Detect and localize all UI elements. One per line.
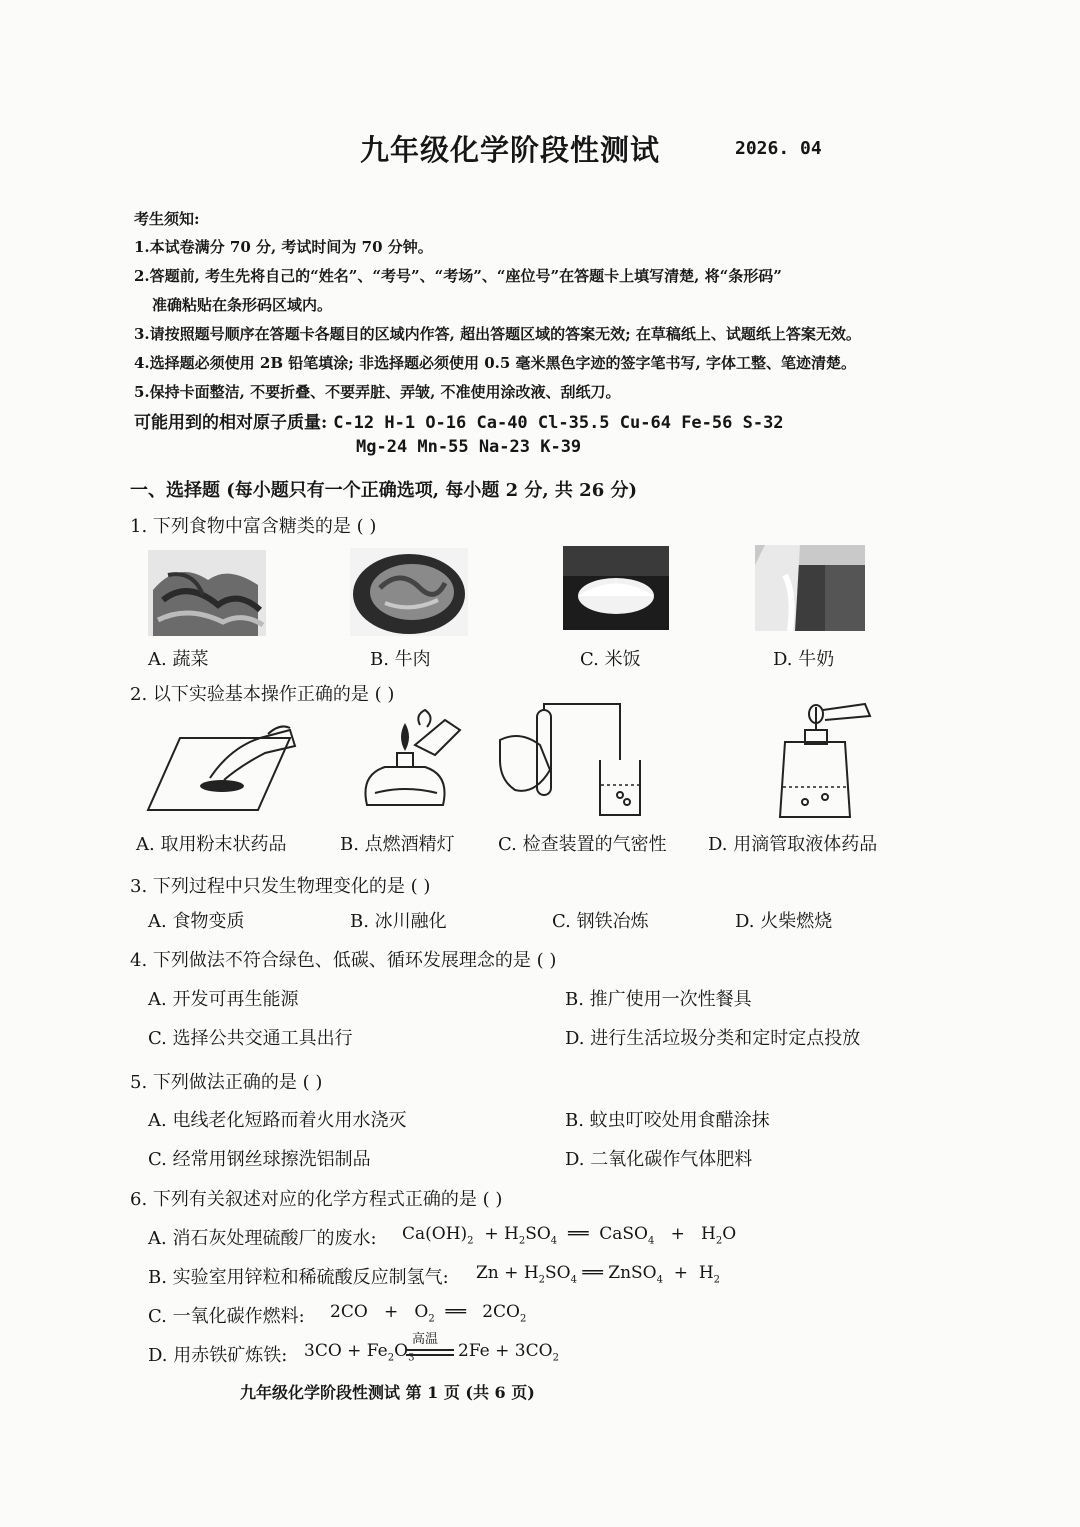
equation-b: $Zn + H_2SO_4$ ══ ZnSO$_4$ + $H_2$ (476, 1263, 721, 1286)
question-1-option-c: C. 米饭 (580, 649, 641, 670)
question-3-option-d: D. 火柴燃烧 (735, 911, 833, 932)
question-2-option-a: A. 取用粉末状药品 (136, 834, 287, 855)
question-3-option-c: C. 钢铁冶炼 (552, 911, 649, 932)
equation-a: $Ca(OH)_2 + H_2SO_4$ ══ CaSO$_4$ + $H_2O$ (402, 1224, 737, 1247)
notice-item: 准确粘贴在条形码区域内。 (152, 296, 333, 314)
notice-item: 3.请按照题号顺序在答题卡各题目的区域内作答, 超出答题区域的答案无效; 在草稿纸上、试题纸上答案无效。 (134, 325, 861, 343)
powder-reagent-illustration (140, 718, 300, 818)
section-heading: 一、选择题 (每小题只有一个正确选项, 每小题 2 分, 共 26 分) (130, 480, 638, 501)
atomic-mass-row2: Mg-24 Mn-55 Na-23 K-39 (356, 437, 582, 457)
page-footer: 九年级化学阶段性测试 第 1 页 (共 6 页) (240, 1383, 535, 1402)
equation-d-arrow (406, 1349, 454, 1356)
airtightness-check-illustration (495, 700, 645, 820)
question-6-option-d: D. 用赤铁矿炼铁: (148, 1345, 288, 1366)
vegetables-photo (148, 550, 266, 636)
question-4-option-b: B. 推广使用一次性餐具 (565, 989, 752, 1010)
rice-photo (563, 546, 669, 630)
equation-d: $3CO + Fe_2O_3$ (304, 1341, 415, 1364)
question-4-stem: 4. 下列做法不符合绿色、低碳、循环发展理念的是 ( ) (130, 950, 557, 971)
question-1-option-d: D. 牛奶 (773, 649, 835, 670)
question-6-option-b: B. 实验室用锌粒和稀硫酸反应制氢气: (148, 1267, 449, 1288)
question-3-option-b: B. 冰川融化 (350, 911, 447, 932)
notice-item: 1.本试卷满分 70 分, 考试时间为 70 分钟。 (134, 238, 433, 256)
atomic-mass-label: 可能用到的相对原子质量: (134, 413, 328, 433)
question-1-option-a: A. 蔬菜 (148, 649, 209, 670)
atomic-mass-line (134, 408, 784, 433)
question-1-option-b: B. 牛肉 (370, 649, 431, 670)
notice-item: 4.选择题必须使用 2B 铅笔填涂; 非选择题必须使用 0.5 毫米黑色字迹的签字笔书写, 字体工整、笔迹清楚。 (134, 354, 856, 372)
vegetables-image (148, 550, 266, 636)
alcohol-lamp-illustration (355, 705, 465, 820)
question-5-option-d: D. 二氧化碳作气体肥料 (565, 1149, 753, 1170)
question-2-stem: 2. 以下实验基本操作正确的是 ( ) (130, 684, 395, 705)
question-3-stem: 3. 下列过程中只发生物理变化的是 ( ) (130, 876, 431, 897)
question-4-option-a: A. 开发可再生能源 (148, 989, 299, 1010)
atomic-mass-row1: C-12 H-1 O-16 Ca-40 Cl-35.5 Cu-64 Fe-56 S-32 (333, 413, 784, 433)
dropper-illustration (775, 702, 875, 820)
question-4-option-c: C. 选择公共交通工具出行 (148, 1028, 353, 1049)
question-2-option-d: D. 用滴管取液体药品 (708, 834, 878, 855)
question-3-option-a: A. 食物变质 (148, 911, 245, 932)
beef-image (350, 548, 468, 636)
rice-image (563, 546, 669, 630)
milk-photo (755, 545, 865, 631)
reaction-condition: 高温 (412, 1332, 439, 1347)
exam-date: 2026. 04 (735, 138, 822, 159)
question-5-option-b: B. 蚊虫叮咬处用食醋涂抹 (565, 1110, 770, 1131)
milk-image (755, 545, 865, 631)
question-5-option-c: C. 经常用钢丝球擦洗铝制品 (148, 1149, 371, 1170)
notice-item: 2.答题前, 考生先将自己的“姓名”、“考号”、“考场”、“座位号”在答题卡上填写清楚, 将“条形码” (134, 267, 782, 285)
question-4-option-d: D. 进行生活垃圾分类和定时定点投放 (565, 1028, 861, 1049)
atomic-mass-row2-wrap (356, 437, 581, 457)
equation-d-products: $2Fe + 3CO_2$ (458, 1341, 559, 1364)
page-title: 九年级化学阶段性测试 (360, 133, 661, 167)
question-2-option-c: C. 检查装置的气密性 (498, 834, 667, 855)
question-5-option-a: A. 电线老化短路而着火用水浇灭 (148, 1110, 407, 1131)
notice-item: 5.保持卡面整洁, 不要折叠、不要弄脏、弄皱, 不准使用涂改液、刮纸刀。 (134, 383, 621, 401)
question-1-stem: 1. 下列食物中富含糖类的是 ( ) (130, 516, 377, 537)
notice-heading: 考生须知: (134, 210, 200, 228)
question-6-stem: 6. 下列有关叙述对应的化学方程式正确的是 ( ) (130, 1189, 503, 1210)
question-6-option-a: A. 消石灰处理硫酸厂的废水: (148, 1228, 377, 1249)
question-2-option-b: B. 点燃酒精灯 (340, 834, 455, 855)
question-5-stem: 5. 下列做法正确的是 ( ) (130, 1072, 323, 1093)
question-6-option-c: C. 一氧化碳作燃料: (148, 1306, 305, 1327)
beef-photo (350, 548, 468, 636)
equation-c: $2CO + O_2$ ══ $2CO_2$ (330, 1302, 527, 1325)
